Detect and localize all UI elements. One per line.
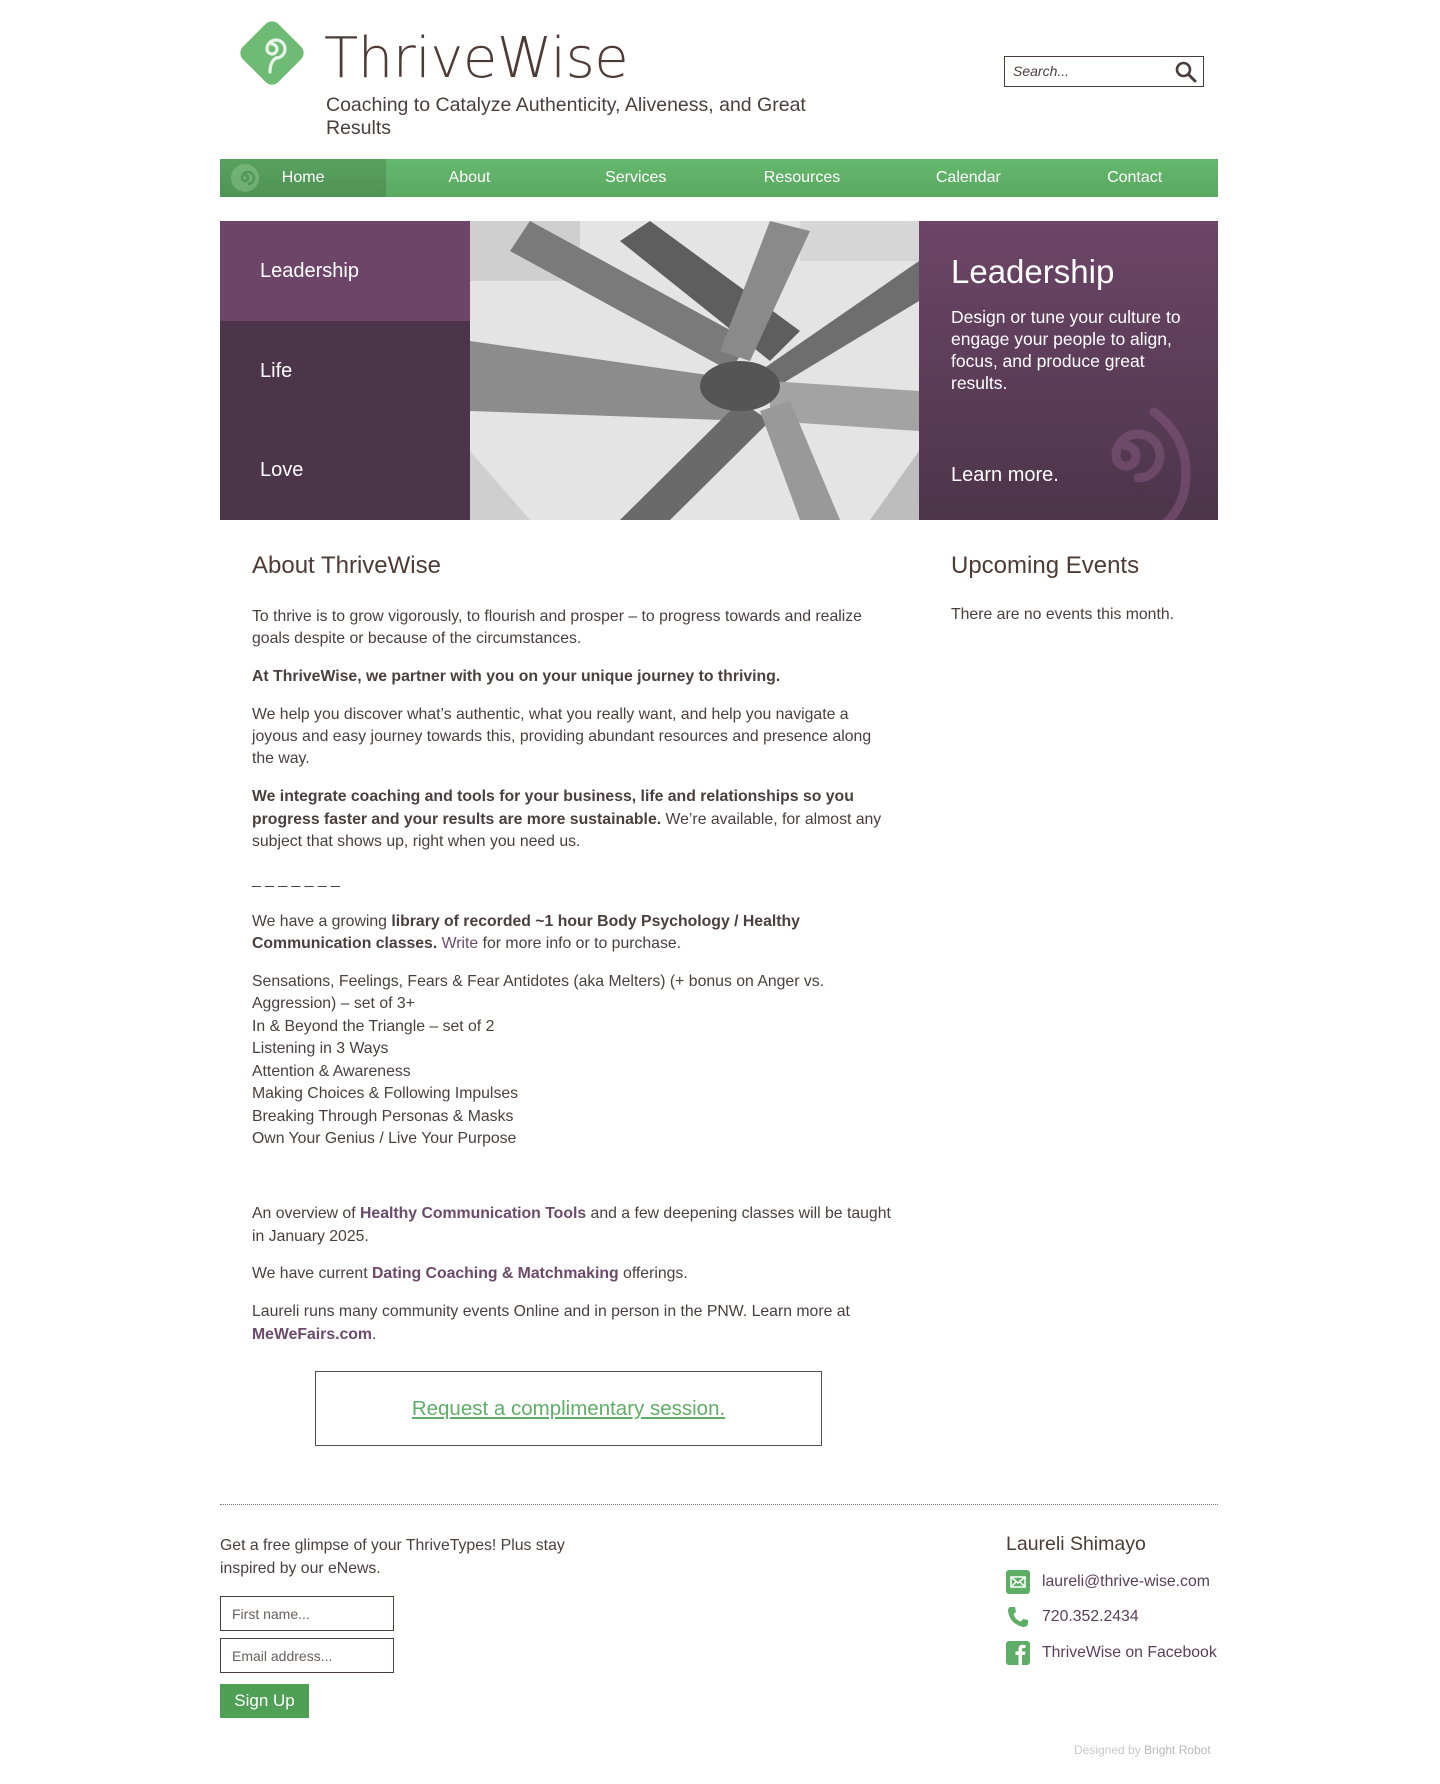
contact-name: Laureli Shimayo (1006, 1533, 1146, 1555)
about-p7-post: offerings. (618, 1265, 688, 1283)
site-tagline: Coaching to Catalyze Authenticity, Aliveness, and Great Results (326, 94, 806, 139)
nav-calendar[interactable]: Calendar (935, 169, 1001, 186)
hero-panel (919, 221, 1218, 520)
class-item: Attention & Awareness (252, 1062, 411, 1080)
about-p6-post: and a few deepening classes will be taught in January 2025. (252, 1205, 891, 1245)
hero-tab-life[interactable]: Life (260, 359, 293, 382)
main-nav (220, 159, 1218, 197)
swirl-decoration-icon (1086, 406, 1196, 520)
hero-image (470, 221, 919, 520)
about-title: About ThriveWise (252, 552, 441, 579)
cta-box (315, 1371, 822, 1446)
designer-credit (1074, 1743, 1211, 1757)
search-input[interactable] (1005, 57, 1165, 85)
about-p1: To thrive is to grow vigorously, to flourish and prosper – to progress towards and realize goals despite or because of the circumstances. (252, 608, 862, 648)
class-item: Breaking Through Personas & Masks (252, 1107, 514, 1125)
sign-up-button[interactable]: Sign Up (220, 1684, 309, 1718)
about-p7-pre: We have current (252, 1265, 372, 1283)
facebook-link[interactable]: ThriveWise on Facebook (1042, 1643, 1217, 1661)
contact-phone-row (1006, 1600, 1221, 1636)
stacked-hands-image (470, 221, 919, 520)
about-p8-pre: Laureli runs many community events Online and in person in the PNW. Learn more at (252, 1303, 850, 1321)
write-link[interactable]: Write (441, 935, 479, 953)
swirl-icon (228, 162, 262, 194)
hero-tab-love[interactable]: Love (260, 458, 304, 481)
credit-text: Designed by (1074, 1743, 1145, 1757)
about-section (252, 552, 892, 1361)
events-empty-text: There are no events this month. (951, 606, 1175, 623)
bright-robot-link[interactable]: Bright Robot (1144, 1743, 1211, 1757)
class-item: Own Your Genius / Live Your Purpose (252, 1129, 517, 1147)
about-p8-post: . (371, 1325, 377, 1343)
about-p3: We help you discover what’s authentic, what you really want, and help you navigate a joyous and easy journey towards this, providing abundant resources and presence along the way. (252, 705, 872, 768)
events-title: Upcoming Events (951, 552, 1140, 579)
about-p5-pre: We have a growing (252, 912, 392, 930)
footer-divider (220, 1504, 1218, 1505)
separator: _ _ _ _ _ _ _ (252, 870, 340, 888)
about-p4-rest: We’re available, for almost any subject that shows up, right when you need us. (252, 810, 882, 850)
request-session-link[interactable]: Request a complimentary session. (411, 1396, 726, 1420)
nav-contact[interactable]: Contact (1107, 169, 1163, 186)
phone-link[interactable]: 720.352.2434 (1042, 1608, 1139, 1626)
search-icon[interactable] (1174, 60, 1198, 84)
class-item: Making Choices & Following Impulses (252, 1085, 519, 1103)
hero-panel-title: Leadership (951, 253, 1115, 290)
nav-about[interactable]: About (448, 169, 491, 186)
class-list (252, 971, 892, 1150)
hero-tab-leadership[interactable]: Leadership (220, 221, 470, 321)
about-p4-bold: We integrate coaching and tools for your business, life and relationships so you progress faster and your results are more sustainable. (252, 788, 854, 828)
contact-email-row (1006, 1564, 1221, 1600)
nav-services[interactable]: Services (605, 169, 667, 186)
contact-facebook-row (1006, 1635, 1221, 1671)
logo-icon[interactable] (233, 14, 311, 92)
email-link[interactable]: laureli@thrive-wise.com (1042, 1572, 1210, 1590)
nav-home-label: Home (281, 169, 325, 186)
search-box (1004, 56, 1204, 87)
email-input[interactable] (220, 1638, 394, 1673)
nav-home[interactable] (220, 159, 386, 197)
about-p2: At ThriveWise, we partner with you on your unique journey to thriving. (252, 668, 781, 686)
about-p5-bold: library of recorded ~1 hour Body Psychology / Healthy Communication classes. (252, 912, 800, 953)
hero-panel-text: Design or tune your culture to engage your people to align, focus, and produce great results. (951, 307, 1181, 393)
newsletter-text: Get a free glimpse of your ThriveTypes! Plus stay inspired by our eNews. (220, 1537, 565, 1577)
class-item: Sensations, Feelings, Fears & Fear Antidotes (aka Melters) (+ bonus on Anger vs. Aggression) – set of 3+ (252, 973, 825, 1013)
class-item: Listening in 3 Ways (252, 1040, 389, 1058)
learn-more-link[interactable]: Learn more. (951, 464, 1059, 486)
email-icon (1006, 1570, 1030, 1594)
site-title[interactable]: ThriveWise (324, 26, 629, 91)
about-p5-post: for more info or to purchase. (478, 935, 682, 953)
phone-icon (1006, 1605, 1030, 1629)
dating-coaching-link[interactable]: Dating Coaching & Matchmaking (372, 1265, 619, 1283)
facebook-icon (1006, 1641, 1030, 1665)
healthy-communication-link[interactable]: Healthy Communication Tools (360, 1205, 587, 1223)
class-item: In & Beyond the Triangle – set of 2 (252, 1017, 495, 1035)
about-p6-pre: An overview of (252, 1205, 360, 1223)
nav-resources[interactable]: Resources (763, 169, 841, 186)
hero-tabs (220, 221, 470, 520)
first-name-input[interactable] (220, 1596, 394, 1631)
mewefairs-link[interactable]: MeWeFairs.com (252, 1325, 372, 1343)
events-section (951, 552, 1211, 624)
contact-block (1006, 1533, 1221, 1671)
